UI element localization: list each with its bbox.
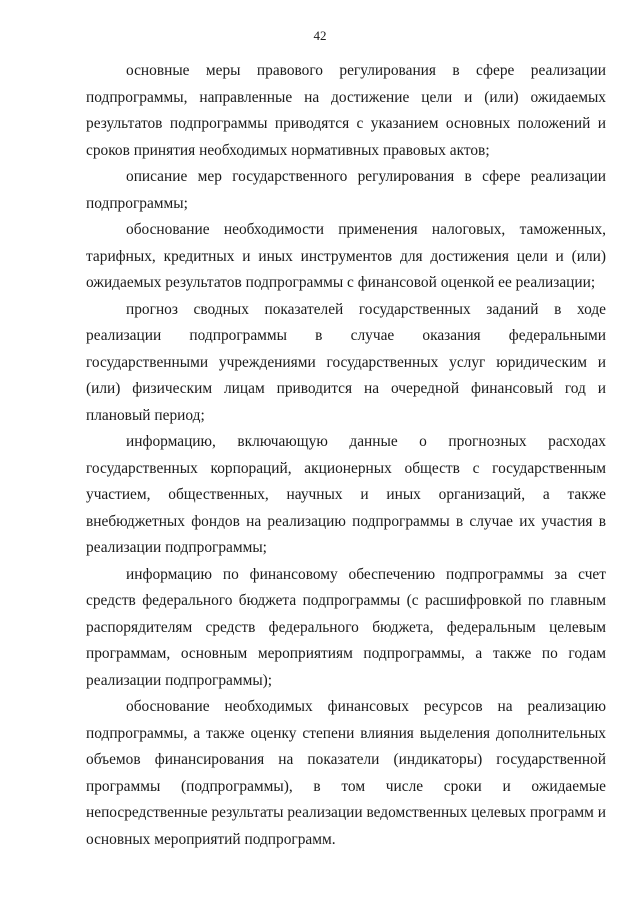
paragraph-regulation-measures: основные меры правового регулирования в сфере реализации подпрограммы, направленные на достижение цели и (или) ожидаемых результатов подпрограммы приводятся с указанием основных положений и сроков принятия необходимых нормативных правовых актов;: [86, 62, 606, 159]
paragraph-state-tasks-forecast: прогноз сводных показателей государственных заданий в ходе реализации подпрограммы в случае оказания федеральными государственными учреждениями государственных услуг юридическим и (или) физическим лицам приводится на очередной финансовый год и плановый период;: [86, 300, 606, 424]
paragraph-federal-budget-funding: информацию по финансовому обеспечению подпрограммы за счет средств федерального бюджета подпрограммы (с расшифровкой по главным распорядителям средств федерального бюджета, федеральным целевым программам, основным мероприятиям подпрограммы, а также по годам реализации подпрограммы);: [86, 565, 606, 689]
page-number: 42: [313, 28, 327, 43]
paragraph-financial-resources: обоснование необходимых финансовых ресурсов на реализацию подпрограммы, а также оценку степени влияния выделения дополнительных объемов финансирования на показатели (индикаторы) государственной программы (подпрограммы), в том числе сроки и ожидаемые непосредственные результаты реализации ведомственных целевых программ и основных мероприятий подпрограмм.: [86, 698, 606, 848]
paragraph-corporations-expenses: информацию, включающую данные о прогнозных расходах государственных корпораций, акционерных обществ с государственным участием, общественных, научных и иных организаций, а также внебюджетных фондов на реализацию подпрограммы в случае их участия в реализации подпрограммы;: [86, 433, 606, 556]
paragraph-state-regulation: описание мер государственного регулирования в сфере реализации подпрограммы;: [86, 168, 606, 212]
document-body: [86, 58, 606, 853]
paragraph-instruments-justification: обоснование необходимости применения налоговых, таможенных, тарифных, кредитных и иных инструментов для достижения цели и (или) ожидаемых результатов подпрограммы с финансовой оценкой ее реализации;: [86, 221, 606, 291]
